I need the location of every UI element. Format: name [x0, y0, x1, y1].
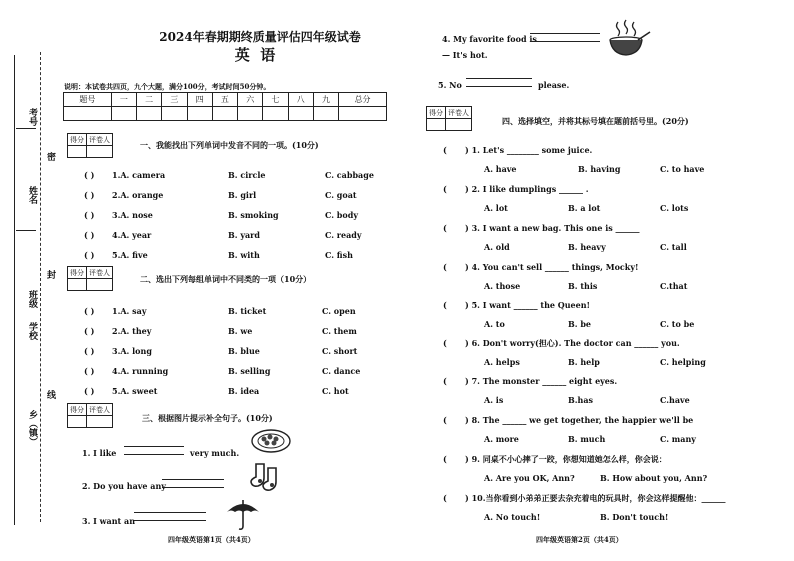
- footer-right: 四年级英语第2页（共4页）: [536, 535, 623, 544]
- score-header-label: 题号: [64, 93, 112, 107]
- s3-q5-start: 5. No: [438, 80, 462, 90]
- s3-q1-end: very much.: [190, 448, 240, 458]
- s3-q4-reply: — It's hot.: [442, 50, 488, 60]
- grader-box-1: 得分 评卷人: [67, 133, 113, 158]
- section4-title: 四、选择填空，并将其标号填在题前括号里。(20分): [502, 116, 689, 126]
- s3-q4-start: 4. My favorite food is: [442, 34, 537, 44]
- answer-paren[interactable]: ( ): [84, 346, 95, 356]
- answer-paren[interactable]: (: [443, 223, 447, 233]
- answer-paren[interactable]: ( ): [84, 326, 95, 336]
- grader-box-3: 得分 评卷人: [67, 403, 113, 428]
- seal-xian: 线: [45, 390, 55, 399]
- answer-paren[interactable]: (: [443, 300, 447, 310]
- answer-paren[interactable]: ( ): [84, 170, 95, 180]
- s3-q2-answer[interactable]: [162, 472, 224, 488]
- s3-q1-answer[interactable]: [124, 439, 184, 455]
- label-name: 姓名: [27, 186, 37, 204]
- grader-box-4: 得分 评卷人: [426, 106, 472, 131]
- subject-title: 英 语: [234, 46, 276, 64]
- exam-note: 说明：本试卷共四页，九个大题，满分100分，考试时间50分钟。: [64, 82, 271, 91]
- footer-left: 四年级英语第1页（共4页）: [168, 535, 255, 544]
- score-table: 题号 一 二 三 四 五 六 七 八 九 总分: [63, 92, 387, 121]
- section2-title: 二、选出下列每组单词中不同类的一项（10分）: [140, 274, 312, 284]
- label-exam-no: 考号: [27, 108, 37, 126]
- answer-paren[interactable]: (: [443, 454, 447, 464]
- answer-paren[interactable]: ( ): [84, 386, 95, 396]
- answer-paren[interactable]: ( ): [84, 366, 95, 376]
- section1-title: 一、我能找出下列单词中发音不同的一项。(10分): [140, 140, 319, 150]
- s3-q3-start: 3. I want an: [82, 516, 136, 526]
- section3-title: 三、根据图片提示补全句子。(10分): [142, 413, 273, 423]
- bind-line: [14, 55, 15, 525]
- answer-paren[interactable]: (: [443, 184, 447, 194]
- seal-feng: 封: [45, 270, 55, 279]
- label-class: 班级: [27, 290, 37, 308]
- grader-box-2: 得分 评卷人: [67, 266, 113, 291]
- answer-paren[interactable]: (: [443, 376, 447, 386]
- label-town: 乡（镇）: [27, 410, 37, 446]
- answer-paren[interactable]: (: [443, 415, 447, 425]
- dashed-line: [40, 52, 41, 522]
- socks-icon: [250, 462, 284, 494]
- s3-q2-start: 2. Do you have any: [82, 481, 166, 491]
- answer-paren[interactable]: ( ): [84, 250, 95, 260]
- exam-title: 2024年春期期终质量评估四年级试卷: [159, 30, 361, 44]
- answer-paren[interactable]: ( ): [84, 230, 95, 240]
- s3-q5-answer[interactable]: [466, 71, 532, 87]
- label-school: 学校: [27, 322, 37, 340]
- umbrella-icon: [224, 496, 262, 532]
- answer-paren[interactable]: ( ): [84, 210, 95, 220]
- s3-q1-start: 1. I like: [82, 448, 117, 458]
- answer-paren[interactable]: (: [443, 338, 447, 348]
- s3-q5-end: please.: [538, 80, 570, 90]
- answer-paren[interactable]: (: [443, 493, 447, 503]
- food-plate-icon: [250, 428, 292, 454]
- s3-q4-answer[interactable]: [530, 26, 600, 42]
- answer-paren[interactable]: ( ): [84, 190, 95, 200]
- answer-paren[interactable]: (: [443, 262, 447, 272]
- s3-q3-answer[interactable]: [134, 505, 206, 521]
- hot-bowl-icon: [606, 18, 652, 58]
- answer-paren[interactable]: (: [443, 145, 447, 155]
- seal-mi: 密: [45, 152, 55, 161]
- answer-paren[interactable]: ( ): [84, 306, 95, 316]
